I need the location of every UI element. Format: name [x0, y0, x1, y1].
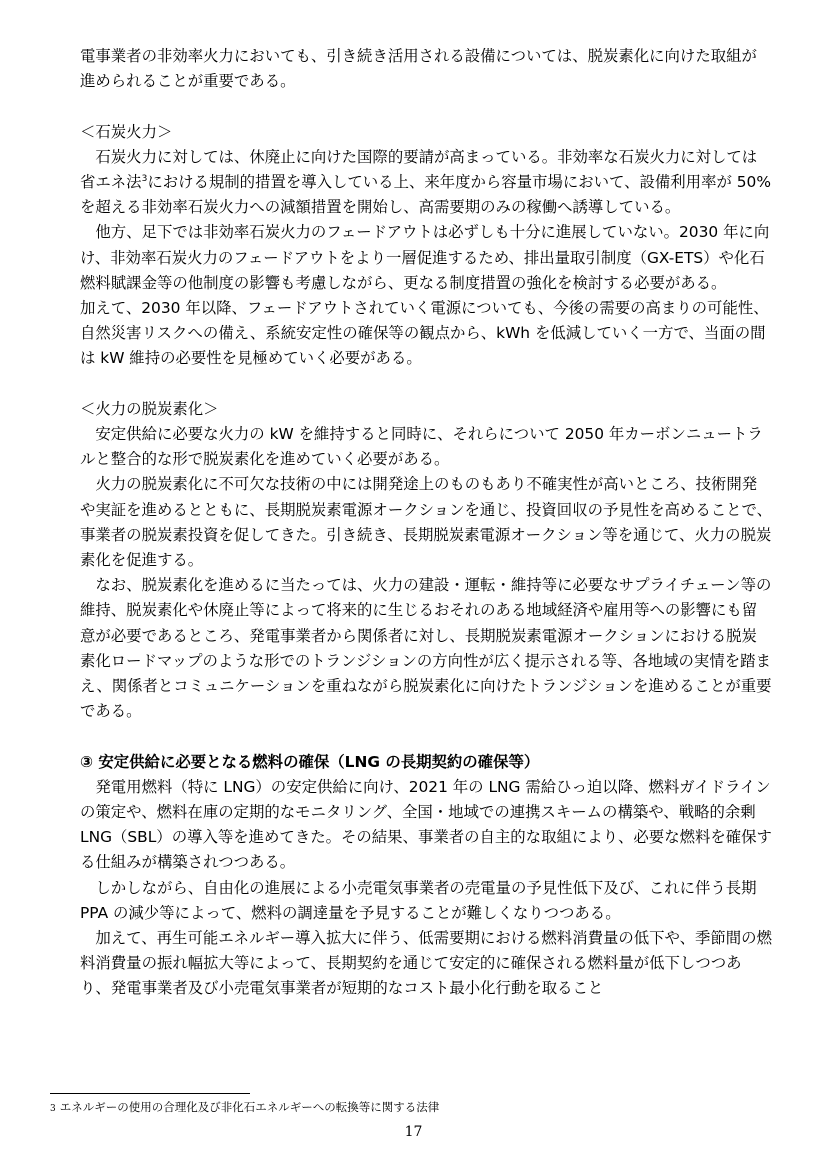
paragraph-decarb-1: 安定供給に必要な火力の kW を維持すると同時に、それらについて 2050 年カーボンニュートラルと整合的な形で脱炭素化を進めていく必要がある。	[80, 425, 763, 469]
section-heading-fuel: ③ 安定供給に必要となる燃料の確保（LNG の長期契約の確保等）	[80, 752, 540, 771]
footnote-number: 3	[50, 1104, 56, 1114]
footnote-text: エネルギーの使用の合理化及び非化石エネルギーへの転換等に関する法律	[59, 1100, 440, 1114]
footnote	[50, 1099, 439, 1117]
paragraph-coal-1: 石炭火力に対しては、休廃止に向けた国際的要請が高まっている。非効率な石炭火力に対しては省エネ法$^3$における規制的措置を導入している上、来年度から容量市場において、設備利用率が 50%を超える非効率石炭火力への減額措置を開始し、高需要期のみの稼働へ誘導している。	[80, 147, 771, 217]
paragraph-continuation: 電事業者の非効率火力においても、引き続き活用される設備については、脱炭素化に向けた取組が進められることが重要である。	[80, 47, 757, 91]
footnote-marker[interactable]: 3	[141, 173, 148, 184]
subheading-decarbonization: ＜火力の脱炭素化＞	[80, 399, 219, 418]
footnote-divider	[50, 1093, 250, 1094]
paragraph-decarb-3: なお、脱炭素化を進めるに当たっては、火力の建設・運転・維持等に必要なサプライチェーン等の維持、脱炭素化や休廃止等によって将来的に生じるおそれのある地域経済や雇用等への影響にも留意が必要であるところ、発電事業者から関係者に対し、長期脱炭素電源オークションにおける脱炭素化ロードマップのような形でのトランジションの方向性が広く提示される等、各地域の実情を踏まえ、関係者とコミュニケーションを重ねながら脱炭素化に向けたトランジションを進めることが重要である。	[80, 576, 772, 721]
paragraph-fuel-2: しかしながら、自由化の進展による小売電気事業者の売電量の予見性低下及び、これに伴う長期 PPA の減少等によって、燃料の調達量を予見することが難しくなりつつある。	[80, 878, 757, 922]
body-text	[80, 44, 772, 1002]
paragraph-fuel-3: 加えて、再生可能エネルギー導入拡大に伴う、低需要期における燃料消費量の低下や、季節間の燃料消費量の振れ幅拡大等によって、長期契約を通じて安定的に確保される燃料量が低下しつつあり、発電事業者及び小売電気事業者が短期的なコスト最小化行動を取ること	[80, 929, 772, 998]
subheading-coal: ＜石炭火力＞	[80, 122, 173, 141]
paragraph-decarb-2: 火力の脱炭素化に不可欠な技術の中には開発途上のものもあり不確実性が高いところ、技術開発や実証を進めるとともに、長期脱炭素電源オークションを通じ、投資回収の予見性を高めることで、事業者の脱炭素投資を促してきた。引き続き、長期脱炭素電源オークション等を通じて、火力の脱炭素化を促進する。	[80, 475, 772, 570]
paragraph-fuel-1: 発電用燃料（特に LNG）の安定供給に向け、2021 年の LNG 需給ひっ迫以降、燃料ガイドラインの策定や、燃料在庫の定期的なモニタリング、全国・地域での連携スキームの構築や、戦略的余剰 LNG（SBL）の導入等を進めてきた。その結果、事業者の自主的な取組により、必要な燃料を確保する仕組みが構築されつつある。	[80, 777, 772, 872]
paragraph-coal-3: 加えて、2030 年以降、フェードアウトされていく電源についても、今後の需要の高まりの可能性、自然災害リスクへの備え、系統安定性の確保等の観点から、kWh を低減していく一方で、当面の間は kW 維持の必要性を見極めていく必要がある。	[80, 299, 769, 368]
paragraph-coal-2: 他方、足下では非効率石炭火力のフェードアウトは必ずしも十分に進展していない。2030 年に向け、非効率石炭火力のフェードアウトをより一層促進するため、排出量取引制度（GX-ETS）や化石燃料賦課金等の他制度の影響も考慮しながら、更なる制度措置の強化を検討する必要がある。	[80, 223, 770, 292]
page-number: 17	[404, 1124, 423, 1140]
